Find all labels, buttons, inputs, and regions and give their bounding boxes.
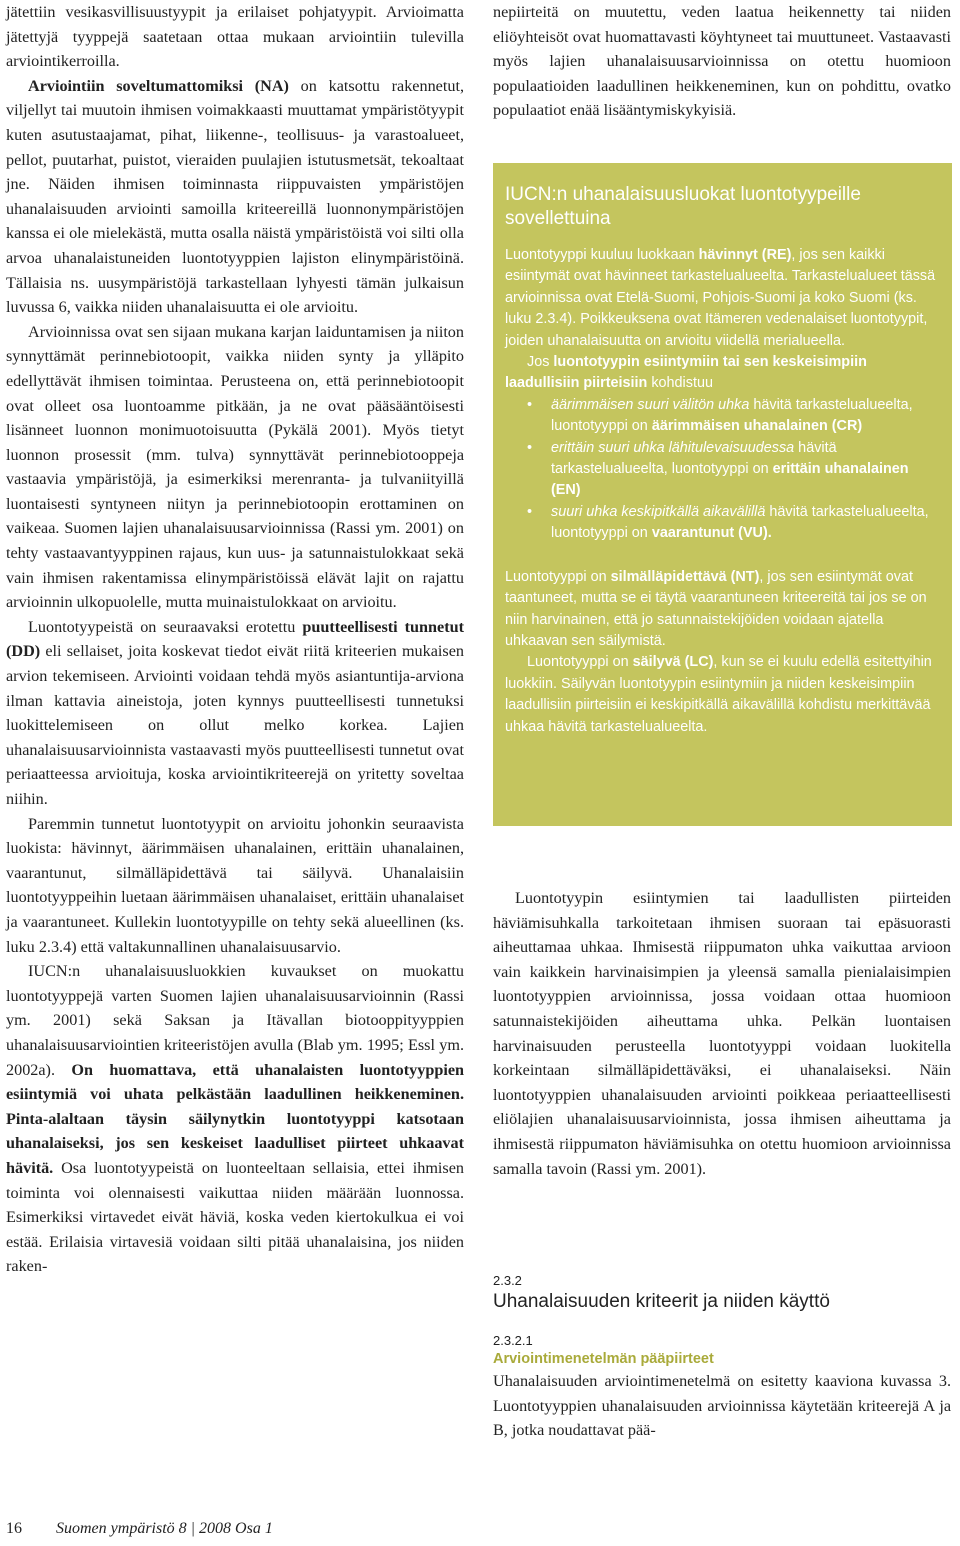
- iucn-categories-box: [493, 163, 952, 826]
- right-column-lower: [493, 886, 951, 1181]
- paragraph: jätettiin vesikasvillisuustyypit ja erilaiset pohjatyypit. Arvioimatta jätettyjä tyyppejä saatetaan ottaa mukaan arviointiin tulevilla arviointikerroilla.: [6, 3, 464, 71]
- threat-intro: [505, 352, 938, 395]
- list-item-cr: [505, 395, 938, 438]
- box-title: IUCN:n uhanalaisuusluokat luontotyypeille sovellettuina: [505, 184, 861, 229]
- paragraph-text: Luontotyypeistä on seuraavaksi erotettu: [28, 617, 303, 636]
- paragraph: Arvioinnissa ovat sen sijaan mukana karjan laiduntamisen ja niiton synnyttämät perinnebiotoopit, vaikka niiden synty ja ylläpito edellyttävät ihmisen toimintaa. Perusteena on, että perinnebiotoopit ovat olleet osa luontoamme pitkään, ja ne ovat pääsääntöisesti lisänneet luonnon monimuotoisuutta (Pykälä 2001). Myös tietyt luonnon prosessit (mm. tulva) synnyttävät perinnebiotooppeja vastaavia ympäristöjä, ja esimerkiksi merenranta- ja tulvaniityillä luontaisesti syntyneen niityn ja perinnebiotoopin erottaminen on vaikeaa. Suomen lajien uhanalaisuusarvioinnissa (Rassi ym. 2001) on tehty vastaavantyyppinen rajaus, kun uus- ja satunnaistulokkaat sekä vain ihmisen rakentamissa elinympäristöissä elävät lajit on rajattu arvioinnin ulkopuolelle, mutta muinaistulokkaat on arvioitu.: [6, 322, 464, 612]
- left-column: [6, 0, 464, 1279]
- page-number: 16: [6, 1520, 22, 1537]
- threat-level: äärimmäisen suuri välitön uhka: [551, 396, 750, 413]
- box-text: Luontotyyppi on: [527, 654, 633, 671]
- list-item-vu: [505, 502, 938, 545]
- section-2-3-2: [493, 1273, 951, 1443]
- dd-term: puutteellisesti tunnetut (DD): [6, 617, 464, 661]
- paragraph-na: [6, 74, 464, 320]
- box-text: hävitä tarkastelualueelta, luontotyyppi on: [551, 396, 913, 435]
- threat-level: erittäin suuri uhka lähitulevaisuudessa: [551, 439, 795, 456]
- section-number: 2.3.2: [493, 1273, 522, 1288]
- threat-level: suuri uhka keskipitkällä aikavälillä: [551, 503, 766, 520]
- re-definition: [505, 245, 938, 352]
- lc-term: säilyvä (LC): [632, 654, 714, 671]
- page-footer: [6, 1520, 273, 1538]
- nt-definition: [505, 567, 938, 653]
- category-term: erittäin uhanalainen (EN): [551, 461, 909, 499]
- right-column-top: [493, 0, 951, 123]
- na-term: Arviointiin soveltumattomiksi (NA): [28, 76, 289, 95]
- paragraph-text: on katsottu rakennetut, viljellyt tai muutoin ihmisen voimakkaasti muuttamat ympäristötyypit kuten asutustaajamat, pihat, liikenne-, teollisuus- ja varastoalueet, pellot, puutarhat, puistot, vieraiden puulajien istutusmetsät, tekoaltaat jne. Näiden ihmisen toiminnasta riippuvaisten ympäristöjen uhanalaisuuden arviointi samoilla kriteereillä luonnonympäristöjen kanssa ei ole mielekästä, mutta osalla näistä ympäristöistä voi silti olla arvoa uhanalaistuneiden luontotyyppien lajiston elinympäristöinä. Tällaisia ns. uusympäristöjä tarkastellaan lyhyesti tämän julkaisun luvussa 6, vaikka niiden uhanalaisuutta ei ole arvioitu.: [6, 76, 464, 317]
- paragraph: Luontotyypin esiintymien tai laadullisten piirteiden häviämisuhkalla tarkoitetaan ihmisen suoraan tai epäsuorasti aiheuttamaa uhkaa. Ihmisestä riippumaton uhka vaikuttaa arvioon vain kaikkein harvinaisimpien ja yleensä samalla pienialaisimpien luontotyyppien arvioinnissa, jossa voidaan ottaa huomioon satunnaistekijöiden aiheuttama uhka. Pelkän luontaisen harvinaisuuden perusteella luontotyyppi voidaan luokitella korkeintaan silmälläpidettäväksi, ei uhanalaiseksi. Näin luontotyyppien uhanalaisuuden arviointi poikkeaa periaatteellisesti eliölajien uhanalaisuusarvioinnista, jossa ihmisen aiheuttama ja ihmisestä riippumaton häviämisuhka on otettu huomioon arvioinnissa samalla tavoin (Rassi ym. 2001).: [493, 889, 951, 1178]
- threat-term: luontotyypin esiintymiin tai sen keskeisimpiin laadullisiin piirteisiin: [505, 354, 867, 392]
- box-text: Luontotyyppi on: [505, 568, 611, 585]
- box-text: Jos: [527, 354, 554, 371]
- bullet-icon: •: [527, 503, 533, 520]
- re-term: hävinnyt (RE): [698, 247, 792, 263]
- emphasis-text: On huomattava, että uhanalaisten luontotyyppien esiintymiä voi uhata pelkästään laadullinen heikkeneminen. Pinta-alaltaan täysin säilynytkin luontotyyppi katsotaan uhanalaiseksi, jos sen keskeiset laadulliset piirteet uhkaavat hävitä.: [6, 1060, 465, 1177]
- subsection-number: 2.3.2.1: [493, 1333, 533, 1348]
- paragraph: nepiirteitä on muutettu, veden laatua heikennetty tai niiden eliöyhteisöt ovat huomattavasti köyhtyneet tai muuttuneet. Vastaavasti myös lajien uhanalaisuusarvioinnissa on otettu huomioon populaatioiden laadullinen heikkeneminen, kun on pohdittu, ovatko populaatiot enää lisääntymiskykyisiä.: [493, 3, 951, 120]
- lc-definition: [505, 652, 938, 738]
- section-title: Uhanalaisuuden kriteerit ja niiden käyttö: [493, 1291, 830, 1312]
- box-text: Luontotyyppi kuuluu luokkaan: [505, 247, 699, 263]
- box-text: , jos sen kaikki esiintymät ovat hävinneet tarkastelualueelta. Tarkastelualueet tässä arvioinnissa ovat Etelä-Suomi, Pohjois-Suomi ja koko Suomi (ks. luku 2.3.4). Poikkeuksena ovat Itämeren vedenalaiset luontotyypit, joiden uhanalaisuutta on arvioitu viidellä merialueella.: [505, 247, 936, 349]
- nt-term: silmälläpidettävä (NT): [610, 568, 760, 585]
- subsection-title: Arviointimenetelmän pääpiirteet: [493, 1351, 714, 1367]
- paragraph-text: IUCN:n uhanalaisuusluokkien kuvaukset on muokattu luontotyyppejä varten Suomen lajien uhanalaisuusarvioinnin (Rassi ym. 2001) sekä Saksan ja Itävallan biotooppityyppien uhanalaisuusarviointien kriteeristöjen avulla (Blab ym. 1995; Essl ym. 2002a).: [6, 962, 464, 1079]
- paragraph-text: Osa luontotyypeistä on luonteeltaan sellaisia, ettei ihmisen toiminta voi olennaisesti vaikuttaa niiden määrään luonnossa. Esimerkiksi virtavedet eivät häviä, koska veden kiertokulkua ei voi estää. Erilaisia virtavesiä voidaan silti pitää uhanalaisina, jos niiden raken-: [6, 1158, 464, 1276]
- paragraph-text: eli sellaiset, joita koskevat tiedot eivät riitä kriteerien mukaisen arvion tekemiseen. Arviointi voidaan tehdä myös asiantuntija-arviona ilman kattavia aineistoja, joten kynnys puutteellisesti tunnetuksi luokittelemiseen on ollut melko korkea. Lajien uhanalaisuusarvioinnista vastaavasti myös puutteellisesti tunnetut ovat periaatteessa arvioituja, koska arviointikriteerejä on yritetty soveltaa niihin.: [6, 642, 464, 808]
- paragraph-dd: [6, 615, 464, 812]
- category-term: äärimmäisen uhanalainen (CR): [651, 418, 863, 435]
- box-text: kohdistuu: [647, 375, 713, 392]
- box-text: , kun se ei kuulu edellä esitettyihin luokkiin. Säilyvän luontotyypin esiintymiin ja niiden keskeisimpiin laadullisiin piirteisiin ei keskipitkällä aikavälillä kohdistu merkittävää uhkaa hävitä tarkastelualueelta.: [505, 654, 932, 735]
- category-term: vaarantunut (VU).: [651, 525, 772, 542]
- list-item-en: [505, 438, 938, 502]
- bullet-icon: •: [527, 396, 533, 413]
- paragraph: Paremmin tunnetut luontotyypit on arvioitu johonkin seuraavista luokista: hävinnyt, äärimmäisen uhanalainen, erittäin uhanalainen, vaarantunut, silmälläpidettävä tai säilyvä. Uhanalaisiin luontotyyppeihin luetaan äärimmäisen uhanalaiset, erittäin uhanalaiset ja vaarantuneet. Kullekin luontotyypille on tehty sekä alueellinen (ks. luku 2.3.4) että valtakunnallinen uhanalaisuusarvio.: [6, 814, 464, 956]
- publication-name: Suomen ympäristö 8 | 2008 Osa 1: [56, 1520, 273, 1537]
- box-text: , jos sen esiintymät ovat taantuneet, mutta se ei täytä vaarantuneen kriteereitä tai jos se on niin harvinainen, että jo satunnaistekijöiden voidaan ajatella uhkaavan sen säilymistä.: [505, 568, 927, 649]
- box-text: hävitä tarkastelualueelta, luontotyyppi on: [551, 503, 929, 542]
- box-text: hävitä tarkastelualueelta, luontotyyppi on: [551, 439, 837, 478]
- spacer: [505, 545, 938, 567]
- paragraph: Uhanalaisuuden arviointimenetelmä on esitetty kaaviona kuvassa 3. Luontotyyppien uhanalaisuuden arvioinnissa käytetään kriteerejä A ja B, jotka noudattavat pää-: [493, 1372, 951, 1440]
- paragraph-iucn: [6, 959, 464, 1279]
- bullet-icon: •: [527, 439, 533, 456]
- threat-category-list: [505, 395, 938, 545]
